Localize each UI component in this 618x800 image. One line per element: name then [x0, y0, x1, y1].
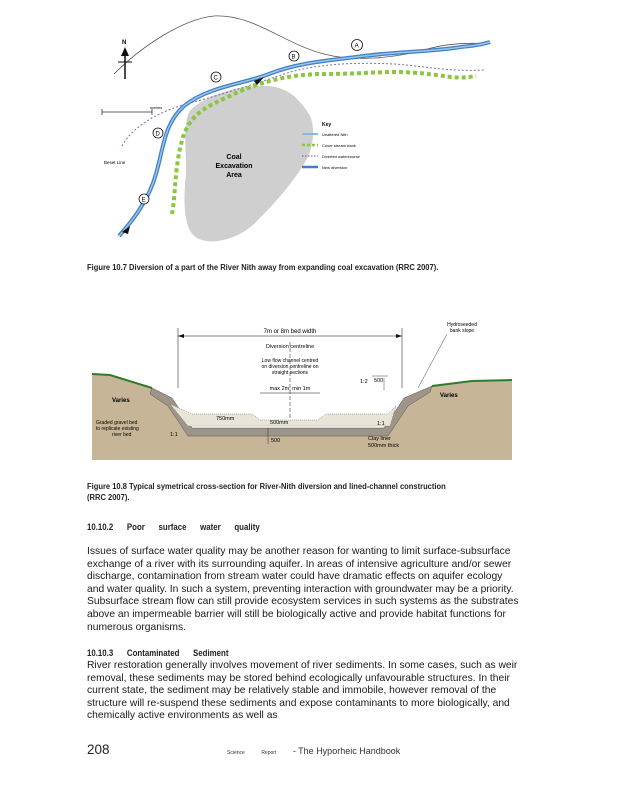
slope-upper-label: 1:2	[360, 379, 368, 385]
section-body: River restoration generally involves movement of river sediments. In some cases, such as weir removal, these sediments may be stored behind ecologically unfavourable structures. In their current state, the sediment may be relatively stable and immobile, however removal of the structure will re-suspend these sediments and expose contaminants to more biologically, and chemically active environments as well as	[87, 660, 518, 722]
section-number: 10.10.3	[87, 648, 114, 659]
dim-500mm-label: 500mm	[270, 420, 289, 426]
point-b-marker	[289, 51, 299, 61]
section-number: 10.10.2	[87, 522, 114, 533]
max-width-label: max 2m, min 1m	[269, 386, 311, 392]
key-item-label: Unaltered Nith	[322, 132, 348, 137]
clay-liner	[150, 386, 432, 436]
river-diversion-map	[94, 14, 494, 246]
low-flow-label-2: on diversion centreline on	[261, 364, 319, 370]
centreline-label: Diversion centreline	[265, 344, 315, 350]
hydroseeded-label-2: bank slope	[449, 328, 475, 334]
figure-10-7-caption: Figure 10.7 Diversion of a part of the River Nith away from expanding coal excavation (RRC 2007).	[87, 262, 439, 272]
key-item-label: New diversion	[322, 165, 348, 170]
cross-section-diagram	[92, 318, 512, 460]
varies-left-label: Varies	[112, 398, 130, 404]
key-item-label: Diverted watercourse	[322, 154, 360, 159]
dim-500-lower-label: 500	[271, 438, 281, 444]
footer-tiny-2: Report	[261, 750, 277, 756]
figure-10-8-caption: Figure 10.8 Typical symetrical cross-section for River-Nith diversion and lined-channel construction (RRC 2007).	[87, 481, 446, 502]
section-title: Contaminated Sediment	[126, 648, 229, 659]
key-item-label: Cover stream bank	[322, 143, 356, 148]
point-a-marker	[352, 40, 363, 51]
section-title: Poor surface water quality	[126, 522, 260, 533]
section-heading	[87, 648, 228, 659]
key-title: Key	[322, 122, 332, 128]
footer-title: - The Hyporheic Handbook	[292, 746, 401, 756]
scale-label: metres	[150, 105, 163, 110]
slope-lower-left-label: 1:1	[170, 432, 178, 438]
low-flow-label-1: Low flow channel centred	[261, 358, 319, 364]
point-d-marker	[153, 128, 163, 138]
point-c-marker	[211, 72, 221, 82]
gravel-label-3: river bed	[112, 432, 132, 438]
hydroseeded-label-1: Hydroseeded	[447, 322, 477, 328]
north-label: N	[122, 40, 127, 46]
running-title	[227, 746, 400, 756]
svg-text:C: C	[213, 75, 218, 82]
scale-bar	[102, 105, 162, 115]
clay-label-1: Clay liner	[368, 436, 391, 442]
section-body: Issues of surface water quality may be another reason for wanting to limit surface-subsurface exchange of a river with its surrounding aquifer. In areas of intensive agriculture and/or sewer discharge, contamination from stream water could have dramatic effects on aquifer ecology and water quality. In such a system, preventing interaction with groundwater may be a priority. Subsurface stream flow can still provide ecosystem services in such systems as the substrates above an impermeable barrier will still be biologically active and provide habitat functions for numerous organisms.	[87, 546, 519, 633]
area-label-line2: Excavation	[215, 163, 253, 170]
page-number: 208	[87, 742, 110, 757]
slope-lower-right-label: 1:1	[377, 421, 385, 427]
area-label-line1: Coal	[226, 154, 242, 161]
svg-text:A: A	[354, 42, 359, 50]
svg-text:E: E	[141, 197, 146, 204]
svg-text:B: B	[291, 54, 296, 61]
varies-right-label: Varies	[440, 393, 458, 399]
point-e-marker	[139, 194, 149, 204]
section-heading	[87, 522, 260, 533]
dim-750-label: 750mm	[216, 416, 235, 422]
page-footer	[87, 742, 507, 762]
area-label-line3: Area	[226, 172, 242, 179]
footer-tiny-1: Science	[227, 750, 245, 756]
gravel-label-1: Graded gravel bed	[96, 420, 138, 426]
gravel-label-2: to replicate existing	[96, 426, 139, 432]
bed-width-label: 7m or 8m bed width	[263, 329, 317, 335]
low-flow-label-3: straight sections	[271, 370, 309, 376]
left-map-label: Beset Line	[104, 160, 126, 165]
dim-500-upper-label: 500	[374, 378, 384, 384]
clay-label-2: 500mm thick	[368, 443, 400, 449]
svg-text:D: D	[155, 131, 160, 138]
